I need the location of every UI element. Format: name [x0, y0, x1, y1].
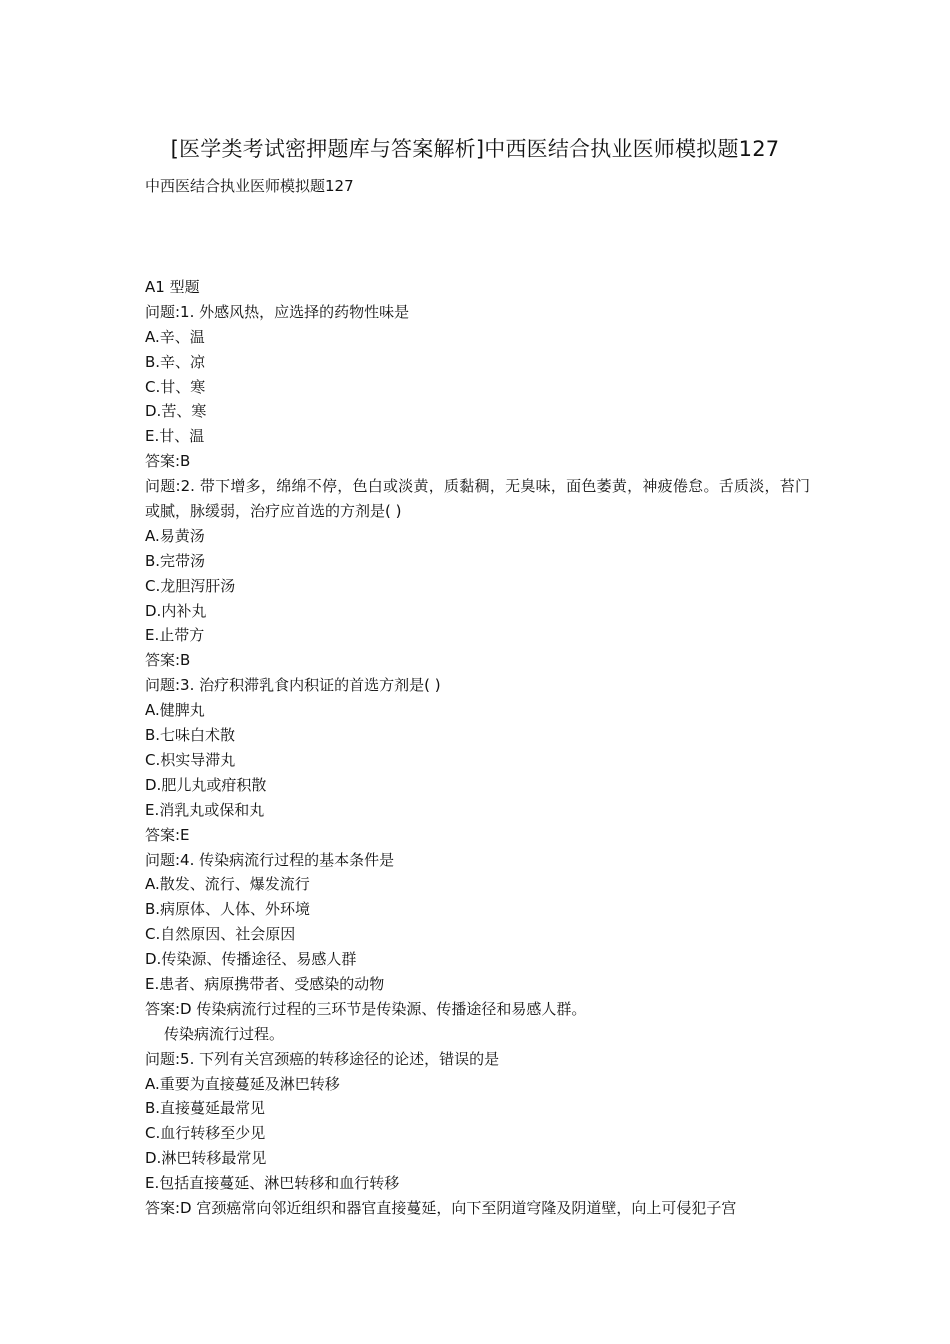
answer-text: 答案:E: [145, 825, 190, 844]
option-b: B.辛、凉: [145, 352, 206, 371]
option-c: C.血行转移至少见: [145, 1124, 266, 1143]
section-heading: A1 型题: [145, 278, 200, 296]
option-d: D.肥儿丸或疳积散: [145, 775, 267, 794]
option-a: A.散发、流行、爆发流行: [145, 875, 310, 894]
answer-text: 答案:D 传染病流行过程的三环节是传染源、传播途径和易感人群。: [145, 999, 587, 1018]
question-text: 问题:1. 外感风热，应选择的药物性味是: [145, 302, 410, 321]
answer-text: 答案:D 宫颈癌常向邻近组织和器官直接蔓延，向下至阴道穹隆及阴道壁，向上可侵犯子宫: [145, 1198, 737, 1217]
answer-text: 答案:B: [145, 651, 191, 670]
question-text: 问题:5. 下列有关宫颈癌的转移途径的论述，错误的是: [145, 1049, 500, 1068]
option-e: E.包括直接蔓延、淋巴转移和血行转移: [145, 1174, 400, 1193]
question-text: 问题:4. 传染病流行过程的基本条件是: [145, 850, 395, 869]
answer-note: 传染病流行过程。: [164, 1024, 285, 1043]
option-e: E.患者、病原携带者、受感染的动物: [145, 974, 385, 993]
document-title: [医学类考试密押题库与答案解析]中西医结合执业医师模拟题127: [170, 137, 780, 161]
option-a: A.易黄汤: [145, 526, 205, 545]
option-d: D.淋巴转移最常见: [145, 1149, 267, 1168]
option-e: E.消乳丸或保和丸: [145, 800, 265, 819]
option-b: B.七味白术散: [145, 726, 236, 745]
option-d: D.内补丸: [145, 601, 207, 620]
option-a: A.重要为直接蔓延及淋巴转移: [145, 1074, 340, 1093]
document-subtitle: 中西医结合执业医师模拟题127: [145, 177, 354, 195]
option-e: E.止带方: [145, 626, 205, 645]
option-c: C.甘、寒: [145, 377, 206, 396]
question-content: [145, 275, 810, 1221]
option-b: B.完带汤: [145, 551, 206, 570]
option-c: C.自然原因、社会原因: [145, 925, 296, 944]
option-e: E.甘、温: [145, 427, 205, 446]
option-c: C.枳实导滞丸: [145, 750, 236, 769]
option-b: B.直接蔓延最常见: [145, 1099, 266, 1118]
option-d: D.苦、寒: [145, 402, 207, 421]
question-text: 问题:2. 带下增多，绵绵不停，色白或淡黄，质黏稠，无臭味，面色萎黄，神疲倦怠。舌质淡，苔门或腻，脉缓弱，治疗应首选的方剂是( ): [145, 477, 810, 521]
option-a: A.健脾丸: [145, 701, 205, 720]
option-c: C.龙胆泻肝汤: [145, 576, 236, 595]
option-b: B.病原体、人体、外环境: [145, 900, 311, 919]
answer-text: 答案:B: [145, 452, 191, 471]
option-d: D.传染源、传播途径、易感人群: [145, 950, 357, 969]
option-a: A.辛、温: [145, 327, 205, 346]
question-text: 问题:3. 治疗积滞乳食内积证的首选方剂是( ): [145, 676, 441, 695]
